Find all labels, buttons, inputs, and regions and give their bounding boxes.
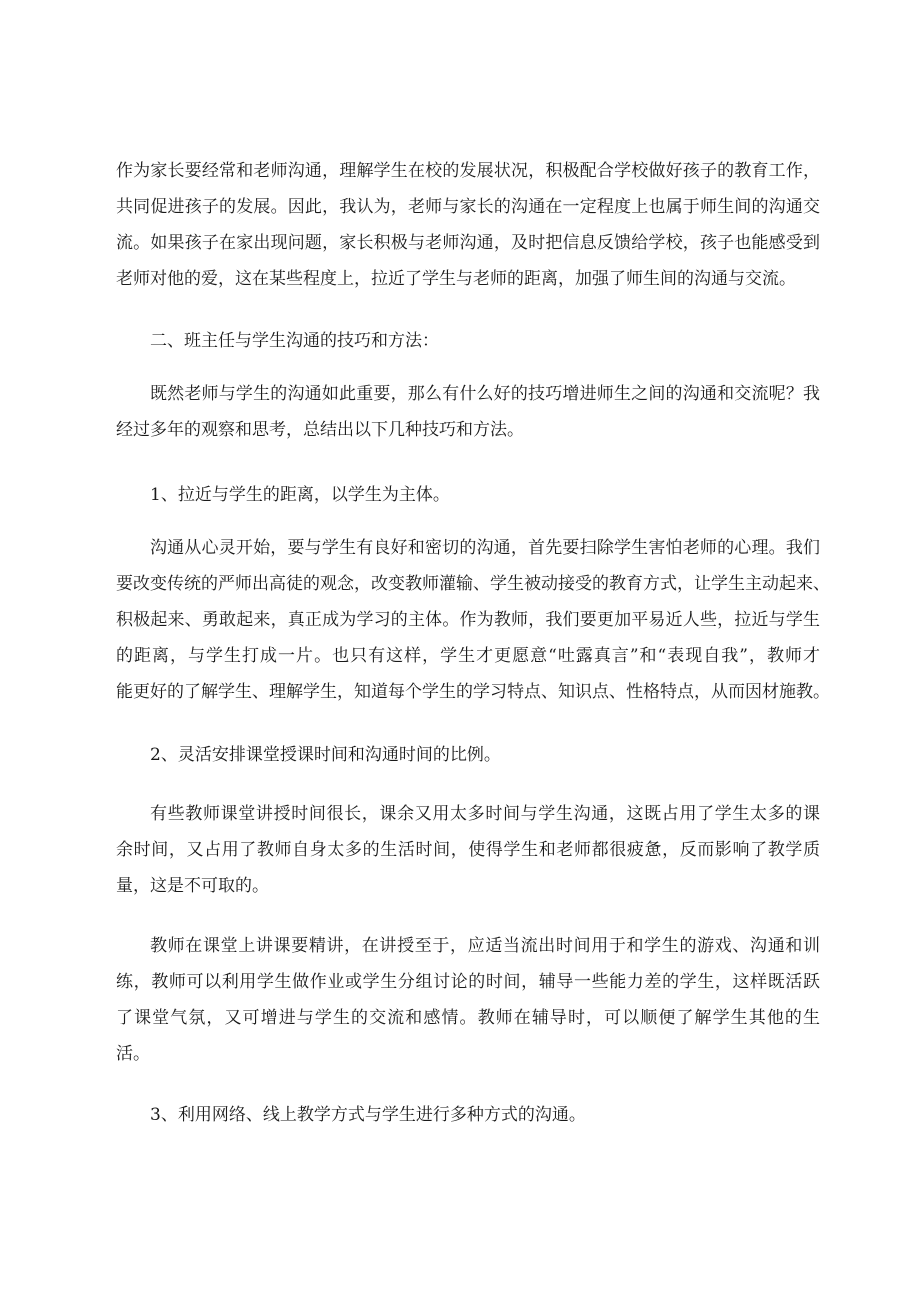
text-line: 量，这是不可取的。 [116,876,269,896]
text-line: 有些教师课堂讲授时间很长，课余又用太多时间与学生沟通，这既占用了学生太多的课 [150,804,820,824]
text-line: 了课堂气氛，又可增进与学生的交流和感情。教师在辅导时，可以顺便了解学生其他的生 [116,1008,820,1028]
text-line: 的距离，与学生打成一片。也只有这样，学生才更愿意“吐露真言”和“表现自我”，教师才 [116,646,820,666]
text-line: 共同促进孩子的发展。因此，我认为，老师与家长的沟通在一定程度上也属于师生间的沟通交 [116,197,820,217]
heading-text: 二、班主任与学生沟通的技巧和方法： [150,331,439,351]
text-line: 老师对他的爱，这在某些程度上，拉近了学生与老师的距离，加强了师生间的沟通与交流。 [116,269,796,289]
text-line: 积极起来、勇敢起来，真正成为学习的主体。作为教师，我们要更加平易近人些，拉近与学生 [116,610,820,630]
heading-text: 2、灵活安排课堂授课时间和沟通时间的比例。 [150,745,501,765]
text-line: 能更好的了解学生、理解学生，知道每个学生的学习特点、知识点、性格特点，从而因材施教。 [116,682,830,702]
text-line: 活。 [116,1044,150,1064]
heading-text: 3、利用网络、线上教学方式与学生进行多种方式的沟通。 [150,1105,586,1125]
text-line: 经过多年的观察和思考，总结出以下几种技巧和方法。 [116,420,524,440]
text-line: 余时间，又占用了教师自身太多的生活时间，使得学生和老师都很疲惫，反而影响了教学质 [116,840,820,860]
heading-text: 1、拉近与学生的距离，以学生为主体。 [150,485,450,505]
text-line: 练，教师可以利用学生做作业或学生分组讨论的时间，辅导一些能力差的学生，这样既活跃 [116,972,820,992]
text-line: 流。如果孩子在家出现问题，家长积极与老师沟通，及时把信息反馈给学校，孩子也能感受到 [116,233,820,253]
text-line: 沟通从心灵开始，要与学生有良好和密切的沟通，首先要扫除学生害怕老师的心理。我们 [150,538,820,558]
text-line: 教师在课堂上讲课要精讲，在讲授至于，应适当流出时间用于和学生的游戏、沟通和训 [150,936,820,956]
text-line: 既然老师与学生的沟通如此重要，那么有什么好的技巧增进师生之间的沟通和交流呢？我 [150,384,820,404]
text-line: 要改变传统的严师出高徒的观念，改变教师灌输、学生被动接受的教育方式，让学生主动起来、 [116,574,830,594]
text-line: 作为家长要经常和老师沟通，理解学生在校的发展状况，积极配合学校做好孩子的教育工作， [116,161,820,181]
